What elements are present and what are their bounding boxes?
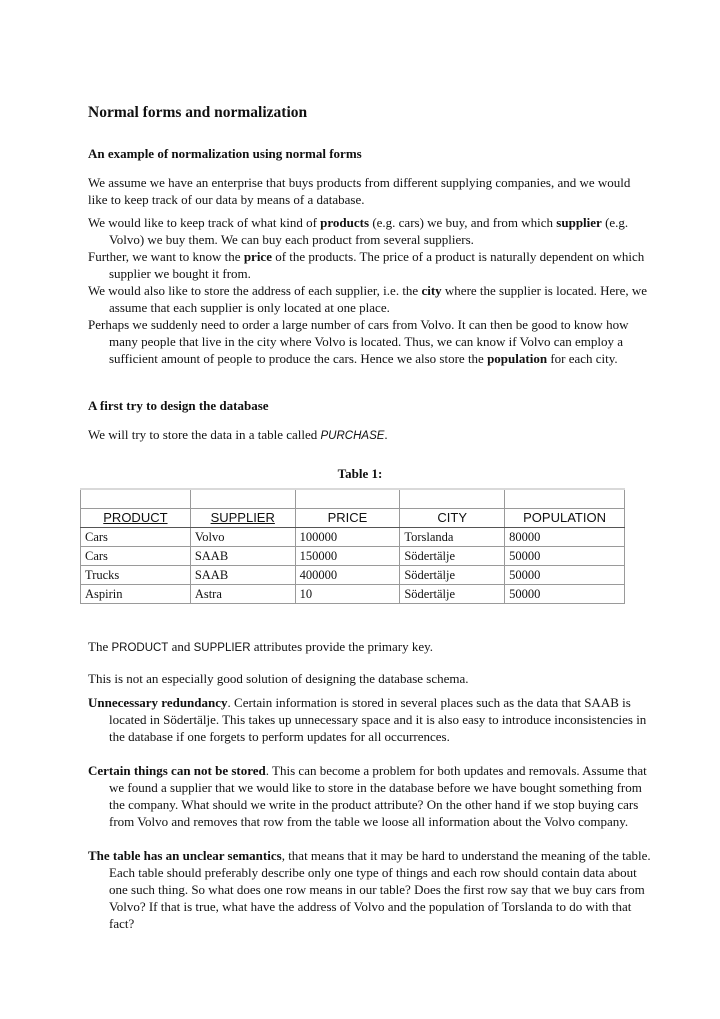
section-heading: A first try to design the database [88, 398, 269, 413]
table-row [81, 528, 625, 547]
table-row [81, 547, 625, 566]
issue-cannot-store: Certain things can not be stored. This can become a problem for both updates and removals. Assume that we found a supplier that we would like to store in the database before we have bought something from the company. What should we write in the product attribute? On the other hand if we stop buying cars from Volvo and removes that row from the table we loose all information about the Volvo company. [88, 763, 647, 829]
table-cell: SAAB [190, 547, 295, 566]
issue-unclear-semantics: The table has an unclear semantics, that means that it may be hard to understand the meaning of the table. Each table should preferably describe only one type of things and each row should contain data about one such thing. So what does one row means in our table? Does the first row say that we buy cars from Volvo? If that is true, what have the address of Volvo and the population of Torslanda to do with that fact? [88, 848, 651, 931]
page-title: Normal forms and normalization [88, 104, 308, 121]
column-header-product: PRODUCT [81, 509, 191, 528]
table-cell: 150000 [295, 547, 400, 566]
subtitle: An example of normalization using normal forms [88, 146, 362, 161]
table-cell: Torslanda [400, 528, 505, 547]
table-cell: 400000 [295, 566, 400, 585]
table-cell: SAAB [190, 566, 295, 585]
table-cell: 80000 [505, 528, 625, 547]
table-cell: 50000 [505, 547, 625, 566]
table-cell: Cars [81, 528, 191, 547]
table-cell: 50000 [505, 585, 625, 604]
not-good-paragraph: This is not an especially good solution of designing the database schema. [88, 671, 469, 686]
table-cell: Astra [190, 585, 295, 604]
requirement-city: We would also like to store the address of each supplier, i.e. the city where the supplier is located. Here, we assume that each supplier is only located at one place. [88, 283, 648, 315]
table-row [81, 585, 625, 604]
column-header-population: POPULATION [505, 509, 625, 528]
column-header-price: PRICE [295, 509, 400, 528]
table-header-row [81, 509, 625, 528]
column-header-city: CITY [400, 509, 505, 528]
table-cell: 50000 [505, 566, 625, 585]
requirement-price: Further, we want to know the price of the products. The price of a product is naturally dependent on which supplier we bought it from. [88, 249, 645, 281]
primary-key-note: The PRODUCT and SUPPLIER attributes provide the primary key. [88, 639, 434, 654]
table-cell: Aspirin [81, 585, 191, 604]
table-row [81, 566, 625, 585]
table-cell: Södertälje [400, 585, 505, 604]
table-cell: 10 [295, 585, 400, 604]
store-paragraph: We will try to store the data in a table called PURCHASE. [88, 427, 388, 442]
table-cell: Volvo [190, 528, 295, 547]
table-cell: Trucks [81, 566, 191, 585]
intro-paragraph: We assume we have an enterprise that buys products from different supplying companies, and we would like to keep track of our data by means of a database. [88, 175, 631, 207]
table-caption: Table 1: [337, 466, 383, 481]
table-spacer-row [81, 489, 625, 509]
table-cell: Södertälje [400, 547, 505, 566]
table-cell: Cars [81, 547, 191, 566]
column-header-supplier: SUPPLIER [190, 509, 295, 528]
table-cell: 100000 [295, 528, 400, 547]
purchase-table [80, 488, 625, 604]
requirement-products: We would like to keep track of what kind of products (e.g. cars) we buy, and from which supplier (e.g. Volvo) we buy them. We can buy each product from several suppliers. [88, 215, 629, 247]
requirement-population: Perhaps we suddenly need to order a large number of cars from Volvo. It can then be good to know how many people that live in the city where Volvo is located. Thus, we can know if Volvo can employ a sufficient amount of people to produce the cars. Hence we also store the population for each city. [88, 317, 629, 366]
table-cell: Södertälje [400, 566, 505, 585]
issue-redundancy: Unnecessary redundancy. Certain information is stored in several places such as the data that SAAB is located in Södertälje. This takes up unnecessary space and it is also easy to introduce inconsistencies in the database if one forgets to perform updates for all occurrences. [88, 695, 647, 744]
